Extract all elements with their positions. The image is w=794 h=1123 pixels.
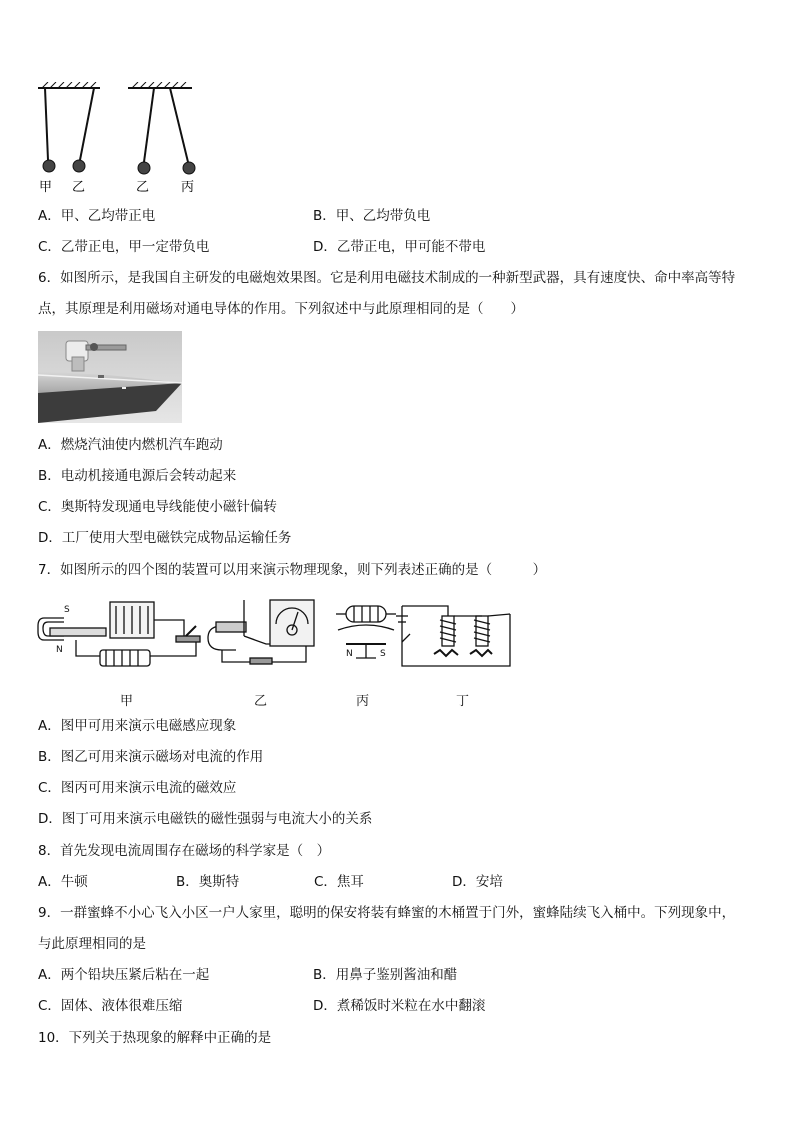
q8-stem: 8．首先发现电流周围存在磁场的科学家是（ ）	[38, 843, 331, 859]
q7-caption-ding: 丁	[456, 694, 470, 709]
q8-option-b[interactable]: B．奥斯特	[176, 874, 240, 890]
ball-yi-left	[73, 160, 85, 172]
q5-figure	[36, 82, 206, 194]
q9-option-c[interactable]: C．固体、液体很难压缩	[38, 998, 183, 1014]
figure-jia	[38, 602, 200, 666]
mark-s: S	[64, 605, 70, 615]
q7-option-c[interactable]: C．图丙可用来演示电流的磁效应	[38, 780, 237, 796]
label-jia: 甲	[39, 180, 53, 194]
q7-option-d[interactable]: D．图丁可用来演示电磁铁的磁性强弱与电流大小的关系	[38, 811, 373, 827]
q9-stem-line1: 9．一群蜜蜂不小心飞入小区一户人家里，聪明的保安将装有蜂蜜的木桶置于门外，蜜蜂陆续飞入桶中。下列现象中，	[38, 905, 736, 921]
q5-support-right	[128, 82, 192, 162]
q7-caption-yi: 乙	[254, 694, 268, 709]
ball-jia	[43, 160, 55, 172]
q7-caption-jia: 甲	[120, 694, 134, 709]
q5-option-b[interactable]: B．甲、乙均带负电	[313, 208, 431, 224]
mark-s-compass: S	[380, 649, 386, 659]
figure-yi	[208, 600, 314, 664]
q10-stem: 10．下列关于热现象的解释中正确的是	[38, 1030, 272, 1046]
figure-bing	[336, 606, 396, 658]
q6-stem-line1: 6．如图所示，是我国自主研发的电磁炮效果图。它是利用电磁技术制成的一种新型武器，具有速度快、命中率高等特	[38, 270, 736, 286]
q7-option-b[interactable]: B．图乙可用来演示磁场对电流的作用	[38, 749, 264, 765]
q6-option-d[interactable]: D．工厂使用大型电磁铁完成物品运输任务	[38, 530, 292, 546]
label-yi-1: 乙	[72, 180, 86, 194]
q9-option-a[interactable]: A．两个铅块压紧后粘在一起	[38, 967, 210, 983]
q7-caption-bing: 丙	[356, 694, 370, 709]
mark-n: N	[56, 645, 63, 655]
mark-n-compass: N	[346, 649, 353, 659]
ball-bing	[183, 162, 195, 174]
label-yi-2: 乙	[136, 180, 150, 194]
q8-option-d[interactable]: D．安培	[452, 874, 503, 890]
q9-option-b[interactable]: B．用鼻子鉴别酱油和醋	[313, 967, 458, 983]
q7-option-a[interactable]: A．图甲可用来演示电磁感应现象	[38, 718, 237, 734]
q9-stem-line2: 与此原理相同的是	[38, 936, 146, 952]
ball-yi-right	[138, 162, 150, 174]
figure-ding	[396, 606, 510, 666]
q6-railgun-image	[38, 331, 182, 423]
q6-option-a[interactable]: A．燃烧汽油使内燃机汽车跑动	[38, 437, 223, 453]
q5-option-c[interactable]: C．乙带正电，甲一定带负电	[38, 239, 210, 255]
q5-option-d[interactable]: D．乙带正电，甲可能不带电	[313, 239, 486, 255]
q8-option-c[interactable]: C．焦耳	[314, 874, 364, 890]
q6-option-c[interactable]: C．奥斯特发现通电导线能使小磁针偏转	[38, 499, 277, 515]
q5-support-left	[38, 82, 100, 160]
label-bing: 丙	[181, 180, 195, 194]
q7-figure	[36, 596, 516, 676]
q5-option-a[interactable]: A．甲、乙均带正电	[38, 208, 156, 224]
q6-option-b[interactable]: B．电动机接通电源后会转动起来	[38, 468, 237, 484]
q6-stem-line2: 点，其原理是利用磁场对通电导体的作用。下列叙述中与此原理相同的是（ ）	[38, 301, 524, 317]
q7-stem: 7．如图所示的四个图的装置可以用来演示物理现象，则下列表述正确的是（ ）	[38, 562, 547, 578]
q8-option-a[interactable]: A．牛顿	[38, 874, 88, 890]
q9-option-d[interactable]: D．煮稀饭时米粒在水中翻滚	[313, 998, 486, 1014]
